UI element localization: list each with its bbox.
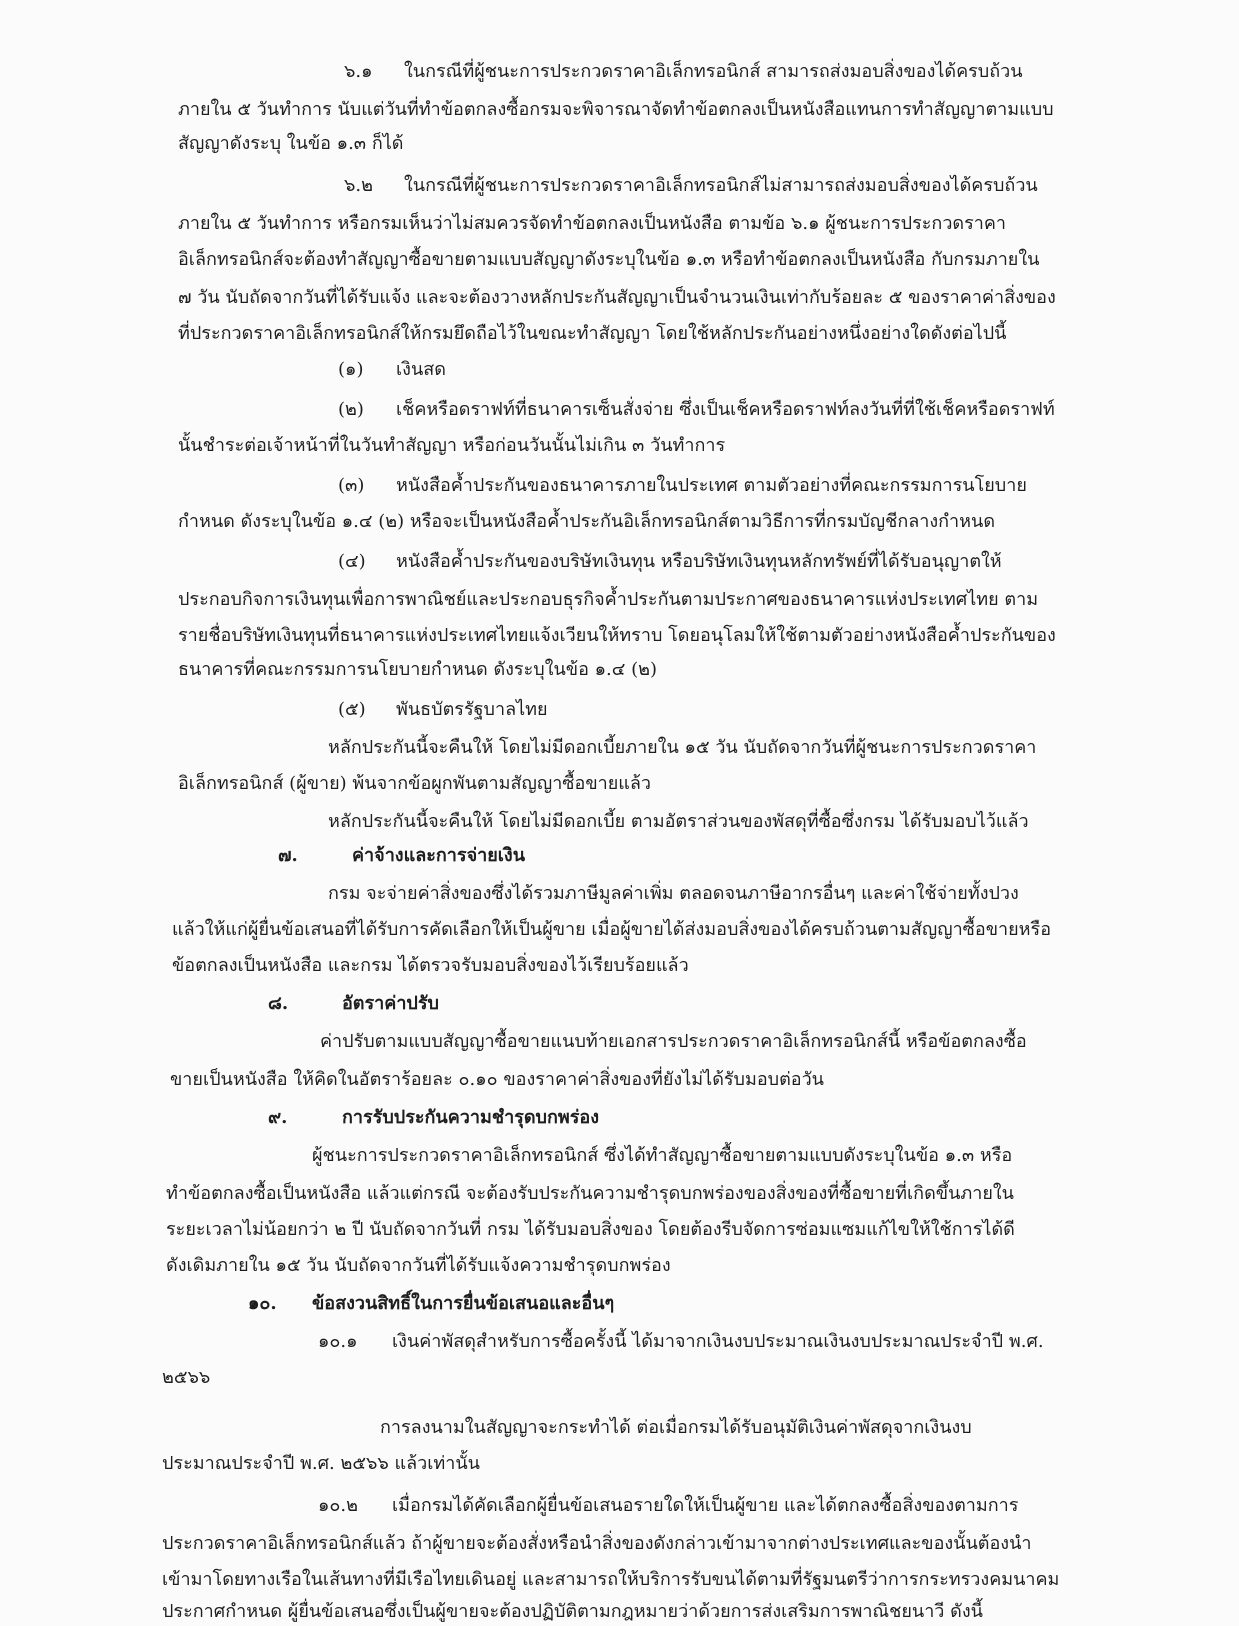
- section-number: ๙.: [268, 1107, 288, 1128]
- clause-6-1-line-2: ภายใน ๕ วันทำการ นับแต่วันที่ทำข้อตกลงซื้อกรมจะพิจารณาจัดทำข้อตกลงเป็นหนังสือแทนการทำสัญญาตามแบบ: [178, 99, 1054, 120]
- clause-number: ๖.๒: [344, 175, 374, 196]
- clause-number: ๑๐.๒: [318, 1495, 358, 1516]
- clause-number: ๖.๑: [344, 61, 373, 82]
- section-9-line-2: ทำข้อตกลงซื้อเป็นหนังสือ แล้วแต่กรณี จะต้องรับประกันความชำรุดบกพร่องของสิ่งของที่ซื้อขายที่เกิดขึ้นภายใน: [166, 1183, 1014, 1204]
- clause-10-2-line-1: ๑๐.๒ เมื่อกรมได้คัดเลือกผู้ยื่นข้อเสนอรายใดให้เป็นผู้ขาย และได้ตกลงซื้อสิ่งของตามการ: [318, 1492, 1018, 1520]
- section-title: การรับประกันความชำรุดบกพร่อง: [342, 1107, 599, 1128]
- item-number: (๑): [338, 359, 364, 380]
- guarantee-2-line-1: (๒) เช็คหรือดราฟท์ที่ธนาคารเซ็นสั่งจ่าย ซึ่งเป็นเช็คหรือดราฟท์ลงวันที่ที่ใช้เช็คหรือดราฟท์: [338, 396, 1055, 424]
- item-number: (๒): [338, 399, 364, 420]
- section-7-line-3: ข้อตกลงเป็นหนังสือ และกรม ได้ตรวจรับมอบสิ่งของไว้เรียบร้อยแล้ว: [172, 955, 689, 976]
- clause-6-1-line-3: สัญญาดังระบุ ในข้อ ๑.๓ ก็ได้: [178, 133, 404, 154]
- guarantee-4-line-3: รายชื่อบริษัทเงินทุนที่ธนาคารแห่งประเทศไทยแจ้งเวียนให้ทราบ โดยอนุโลมให้ใช้ตามตัวอย่างหนังสือค้ำประกันของ: [178, 625, 1056, 646]
- clause-10-1-para2-line-2: ประมาณประจำปี พ.ศ. ๒๕๖๖ แล้วเท่านั้น: [162, 1453, 480, 1474]
- clause-6-1-line-1: ๖.๑ ในกรณีที่ผู้ชนะการประกวดราคาอิเล็กทรอนิกส์ สามารถส่งมอบสิ่งของได้ครบถ้วน: [344, 58, 1023, 86]
- section-number: ๑๐.: [248, 1293, 277, 1314]
- clause-10-1-line-2: ๒๕๖๖: [162, 1367, 211, 1388]
- clause-10-1-line-1: ๑๐.๑ เงินค่าพัสดุสำหรับการซื้อครั้งนี้ ได้มาจากเงินงบประมาณเงินงบประมาณประจำปี พ.ศ.: [318, 1328, 1044, 1356]
- guarantee-1: (๑) เงินสด: [338, 356, 446, 384]
- item-number: (๓): [338, 475, 365, 496]
- refund-partial: หลักประกันนี้จะคืนให้ โดยไม่มีดอกเบี้ย ตามอัตราส่วนของพัสดุที่ซื้อซึ่งกรม ได้รับมอบไว้แล้ว: [328, 811, 1029, 832]
- guarantee-5: (๕) พันธบัตรรัฐบาลไทย: [338, 696, 548, 724]
- clause-6-2-line-3: อิเล็กทรอนิกส์จะต้องทำสัญญาซื้อขายตามแบบสัญญาดังระบุในข้อ ๑.๓ หรือทำข้อตกลงเป็นหนังสือ กับกรมภายใน: [178, 249, 1040, 270]
- clause-10-1-para2-line-1: การลงนามในสัญญาจะกระทำได้ ต่อเมื่อกรมได้รับอนุมัติเงินค่าพัสดุจากเงินงบ: [380, 1417, 972, 1438]
- clause-6-2-line-1: ๖.๒ ในกรณีที่ผู้ชนะการประกวดราคาอิเล็กทรอนิกส์ไม่สามารถส่งมอบสิ่งของได้ครบถ้วน: [344, 172, 1038, 200]
- refund-line-2: อิเล็กทรอนิกส์ (ผู้ขาย) พ้นจากข้อผูกพันตามสัญญาซื้อขายแล้ว: [178, 773, 652, 794]
- clause-10-2-line-3: เข้ามาโดยทางเรือในเส้นทางที่มีเรือไทยเดินอยู่ และสามารถให้บริการรับขนได้ตามที่รัฐมนตรีว่าการกระทรวงคมนาคม: [162, 1569, 1060, 1590]
- section-9-line-4: ดังเดิมภายใน ๑๕ วัน นับถัดจากวันที่ได้รับแจ้งความชำรุดบกพร่อง: [166, 1255, 671, 1276]
- section-title: ค่าจ้างและการจ่ายเงิน: [352, 845, 526, 866]
- section-8-line-2: ขายเป็นหนังสือ ให้คิดในอัตราร้อยละ ๐.๑๐ ของราคาค่าสิ่งของที่ยังไม่ได้รับมอบต่อวัน: [170, 1069, 824, 1090]
- section-10-heading: [248, 1290, 614, 1318]
- guarantee-4-line-4: ธนาคารที่คณะกรรมการนโยบายกำหนด ดังระบุในข้อ ๑.๔ (๒): [178, 659, 658, 680]
- section-title: ข้อสงวนสิทธิ์ในการยื่นข้อเสนอและอื่นๆ: [312, 1293, 615, 1314]
- clause-10-2-line-4: ประกาศกำหนด ผู้ยื่นข้อเสนอซึ่งเป็นผู้ขายจะต้องปฏิบัติตามกฎหมายว่าด้วยการส่งเสริมการพาณิชยนาวี ดังนี้: [162, 1601, 983, 1622]
- section-7-line-2: แล้วให้แก่ผู้ยื่นข้อเสนอที่ได้รับการคัดเลือกให้เป็นผู้ขาย เมื่อผู้ขายได้ส่งมอบสิ่งของได้ครบถ้วนตามสัญญาซื้อขายหรือ: [172, 919, 1052, 940]
- clause-6-2-line-2: ภายใน ๕ วันทำการ หรือกรมเห็นว่าไม่สมควรจัดทำข้อตกลงเป็นหนังสือ ตามข้อ ๖.๑ ผู้ชนะการประกวดราคา: [178, 213, 1007, 234]
- section-8-line-1: ค่าปรับตามแบบสัญญาซื้อขายแนบท้ายเอกสารประกวดราคาอิเล็กทรอนิกส์นี้ หรือข้อตกลงซื้อ: [320, 1031, 1027, 1052]
- item-number: (๔): [338, 551, 366, 572]
- section-number: ๘.: [268, 993, 289, 1014]
- clause-number: ๑๐.๑: [318, 1331, 358, 1352]
- section-7-line-1: กรม จะจ่ายค่าสิ่งของซึ่งได้รวมภาษีมูลค่าเพิ่ม ตลอดจนภาษีอากรอื่นๆ และค่าใช้จ่ายทั้งปวง: [328, 883, 1019, 904]
- section-9-line-3: ระยะเวลาไม่น้อยกว่า ๒ ปี นับถัดจากวันที่ กรม ได้รับมอบสิ่งของ โดยต้องรีบจัดการซ่อมแซมแก้ไขให้ใช้การได้ดี: [166, 1219, 1015, 1240]
- guarantee-4-line-1: (๔) หนังสือค้ำประกันของบริษัทเงินทุน หรือบริษัทเงินทุนหลักทรัพย์ที่ได้รับอนุญาตให้: [338, 548, 1002, 576]
- guarantee-2-line-2: นั้นชำระต่อเจ้าหน้าที่ในวันทำสัญญา หรือก่อนวันนั้นไม่เกิน ๓ วันทำการ: [178, 435, 726, 456]
- section-title: อัตราค่าปรับ: [342, 993, 439, 1014]
- section-7-heading: [278, 842, 525, 870]
- guarantee-4-line-2: ประกอบกิจการเงินทุนเพื่อการพาณิชย์และประกอบธุรกิจค้ำประกันตามประกาศของธนาคารแห่งประเทศไทย ตาม: [178, 589, 1039, 610]
- clause-6-2-line-5: ที่ประกวดราคาอิเล็กทรอนิกส์ให้กรมยึดถือไว้ในขณะทำสัญญา โดยใช้หลักประกันอย่างหนึ่งอย่างใดดังต่อไปนี้: [178, 323, 1007, 344]
- section-9-line-1: ผู้ชนะการประกวดราคาอิเล็กทรอนิกส์ ซึ่งได้ทำสัญญาซื้อขายตามแบบดังระบุในข้อ ๑.๓ หรือ: [312, 1145, 1013, 1166]
- clause-6-2-line-4: ๗ วัน นับถัดจากวันที่ได้รับแจ้ง และจะต้องวางหลักประกันสัญญาเป็นจำนวนเงินเท่ากับร้อยละ ๕ ของราคาค่าสิ่งของ: [178, 287, 1056, 308]
- clause-10-2-line-2: ประกวดราคาอิเล็กทรอนิกส์แล้ว ถ้าผู้ขายจะต้องสั่งหรือนำสิ่งของดังกล่าวเข้ามาจากต่างประเทศและของนั้นต้องนำ: [162, 1533, 1032, 1554]
- section-8-heading: [268, 990, 439, 1018]
- section-number: ๗.: [278, 845, 298, 866]
- item-number: (๕): [338, 699, 366, 720]
- section-9-heading: [268, 1104, 599, 1132]
- refund-line-1: หลักประกันนี้จะคืนให้ โดยไม่มีดอกเบี้ยภายใน ๑๕ วัน นับถัดจากวันที่ผู้ชนะการประกวดราคา: [328, 737, 1037, 758]
- guarantee-3-line-2: กำหนด ดังระบุในข้อ ๑.๔ (๒) หรือจะเป็นหนังสือค้ำประกันอิเล็กทรอนิกส์ตามวิธีการที่กรมบัญชีกลางกำหนด: [178, 511, 996, 532]
- guarantee-3-line-1: (๓) หนังสือค้ำประกันของธนาคารภายในประเทศ ตามตัวอย่างที่คณะกรรมการนโยบาย: [338, 472, 1027, 500]
